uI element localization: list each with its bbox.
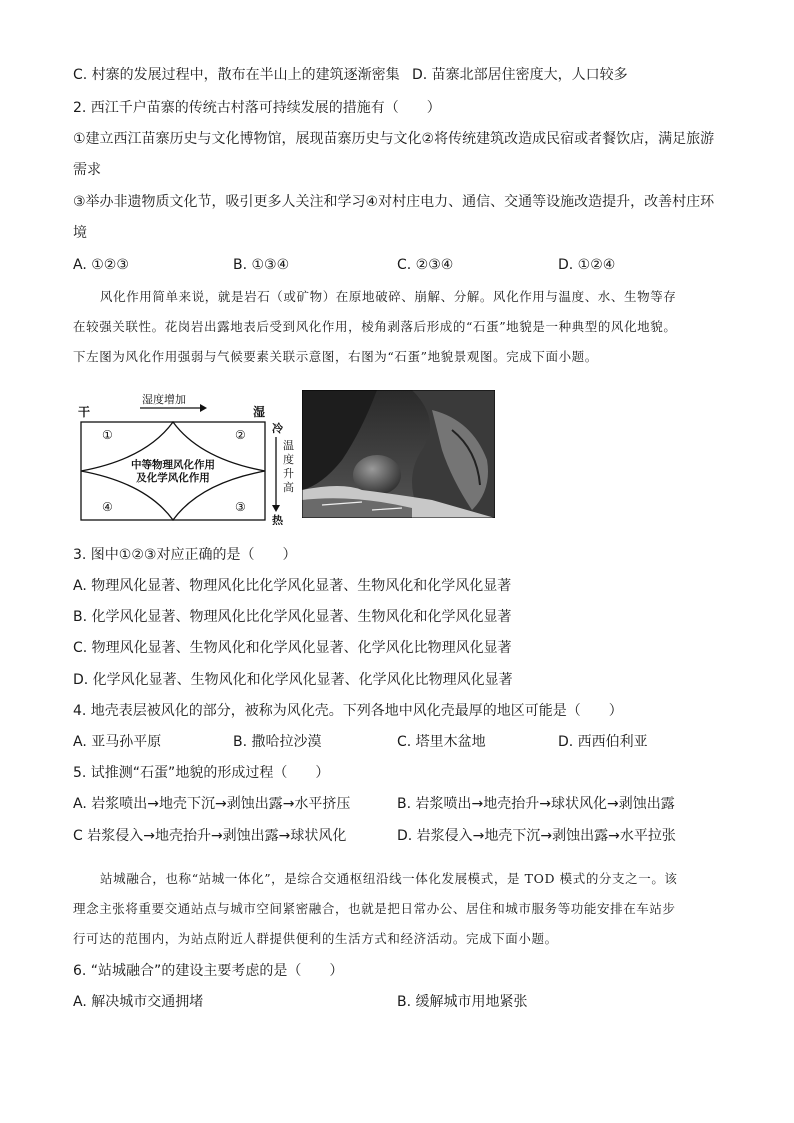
- q3-stem: 3. 图中①②③对应正确的是（ ）: [73, 547, 297, 563]
- q2-option-c: C. ②③④: [397, 257, 454, 273]
- diagram-cold-label: 冷: [272, 422, 283, 435]
- q4-stem: 4. 地壳表层被风化的部分，被称为风化壳。下列各地中风化壳最厚的地区可能是（ ）: [73, 703, 623, 719]
- q2-stem: 2. 西江千户苗寨的传统古村落可持续发展的措施有（ ）: [73, 100, 441, 116]
- q2-option-b: B. ①③④: [233, 257, 290, 273]
- diagram-region-4: ④: [102, 500, 113, 514]
- diagram-region-2: ②: [235, 428, 246, 442]
- temperature-arrowhead: [272, 505, 280, 512]
- q2-statement-1: ①建立西江苗寨历史与文化博物馆，展现苗寨历史与文化②将传统建筑改造成民宿或者餐饮店，满足旅游: [73, 131, 715, 147]
- q6-option-a: A. 解决城市交通拥堵: [73, 994, 204, 1010]
- diagram-temp-char-4: 高: [283, 481, 294, 494]
- q3-option-d: D. 化学风化显著、生物风化和化学风化显著、化学风化比物理风化显著: [73, 672, 513, 688]
- q1-option-c: C. 村寨的发展过程中，散布在半山上的建筑逐渐密集: [73, 67, 400, 83]
- weathering-diagram: [60, 385, 300, 525]
- q5-option-c: C 岩浆侵入→地壳抬升→剥蚀出露→球状风化: [73, 828, 347, 844]
- q4-option-d: D. 西西伯利亚: [558, 734, 648, 750]
- diagram-dry-label: 干: [78, 405, 91, 419]
- diagram-temp-char-3: 升: [283, 467, 294, 480]
- passage-2-line-3: 行可达的范围内，为站点附近人群提供便利的生活方式和经济活动。完成下面小题。: [73, 931, 558, 946]
- diagram-region-1: ①: [102, 428, 113, 442]
- diagram-temp-char-1: 温: [283, 439, 294, 452]
- q5-option-b: B. 岩浆喷出→地壳抬升→球状风化→剥蚀出露: [397, 796, 675, 812]
- diagram-hot-label: 热: [272, 514, 283, 525]
- stone-egg-landscape-photo: [302, 390, 495, 518]
- humidity-arrowhead: [200, 404, 207, 412]
- q4-option-c: C. 塔里木盆地: [397, 734, 486, 750]
- diagram-temp-char-2: 度: [283, 453, 294, 466]
- diagram-region-3: ③: [235, 500, 246, 514]
- q2-option-a: A. ①②③: [73, 257, 129, 273]
- q5-stem: 5. 试推测“石蛋”地貌的形成过程（ ）: [73, 765, 330, 781]
- passage-1-line-1: 风化作用简单来说，就是岩石（或矿物）在原地破碎、崩解、分解。风化作用与温度、水、生物等存: [100, 289, 677, 304]
- q1-option-d: D. 苗寨北部居住密度大，人口较多: [412, 67, 628, 83]
- q5-option-a: A. 岩浆喷出→地壳下沉→剥蚀出露→水平挤压: [73, 796, 351, 812]
- diagram-center-text-2: 及化学风化作用: [136, 472, 210, 484]
- q5-option-d: D. 岩浆侵入→地壳下沉→剥蚀出露→水平拉张: [397, 828, 676, 844]
- q4-option-a: A. 亚马孙平原: [73, 734, 162, 750]
- diagram-center-text-1: 中等物理风化作用: [131, 459, 215, 471]
- passage-2-line-1: 站城融合，也称“站城一体化”，是综合交通枢纽沿线一体化发展模式，是 TOD 模式的分支之一。该: [100, 871, 678, 886]
- diagram-wet-label: 湿: [253, 405, 266, 419]
- q6-option-b: B. 缓解城市用地紧张: [397, 994, 528, 1010]
- diagram-humidity-label: 湿度增加: [142, 393, 186, 406]
- passage-1-line-3: 下左图为风化作用强弱与气候要素关联示意图，右图为“石蛋”地貌景观图。完成下面小题。: [73, 349, 598, 364]
- q2-statement-1-cont: 需求: [73, 162, 101, 178]
- q3-option-a: A. 物理风化显著、物理风化比化学风化显著、生物风化和化学风化显著: [73, 578, 512, 594]
- q2-option-d: D. ①②④: [558, 257, 616, 273]
- q6-stem: 6. “站城融合”的建设主要考虑的是（ ）: [73, 963, 344, 979]
- q3-option-c: C. 物理风化显著、生物风化和化学风化显著、化学风化比物理风化显著: [73, 640, 512, 656]
- passage-2-line-2: 理念主张将重要交通站点与城市空间紧密融合，也就是把日常办公、居住和城市服务等功能安排在车站步: [73, 901, 676, 916]
- passage-1-line-2: 在较强关联性。花岗岩出露地表后受到风化作用，棱角剥落后形成的“石蛋”地貌是一种典型的风化地貌。: [73, 319, 677, 334]
- q4-option-b: B. 撒哈拉沙漠: [233, 734, 322, 750]
- q2-statement-2-cont: 境: [73, 225, 87, 241]
- q2-statement-2: ③举办非遗物质文化节，吸引更多人关注和学习④对村庄电力、通信、交通等设施改造提升，改善村庄环: [73, 194, 715, 210]
- q3-option-b: B. 化学风化显著、物理风化比化学风化显著、生物风化和化学风化显著: [73, 609, 512, 625]
